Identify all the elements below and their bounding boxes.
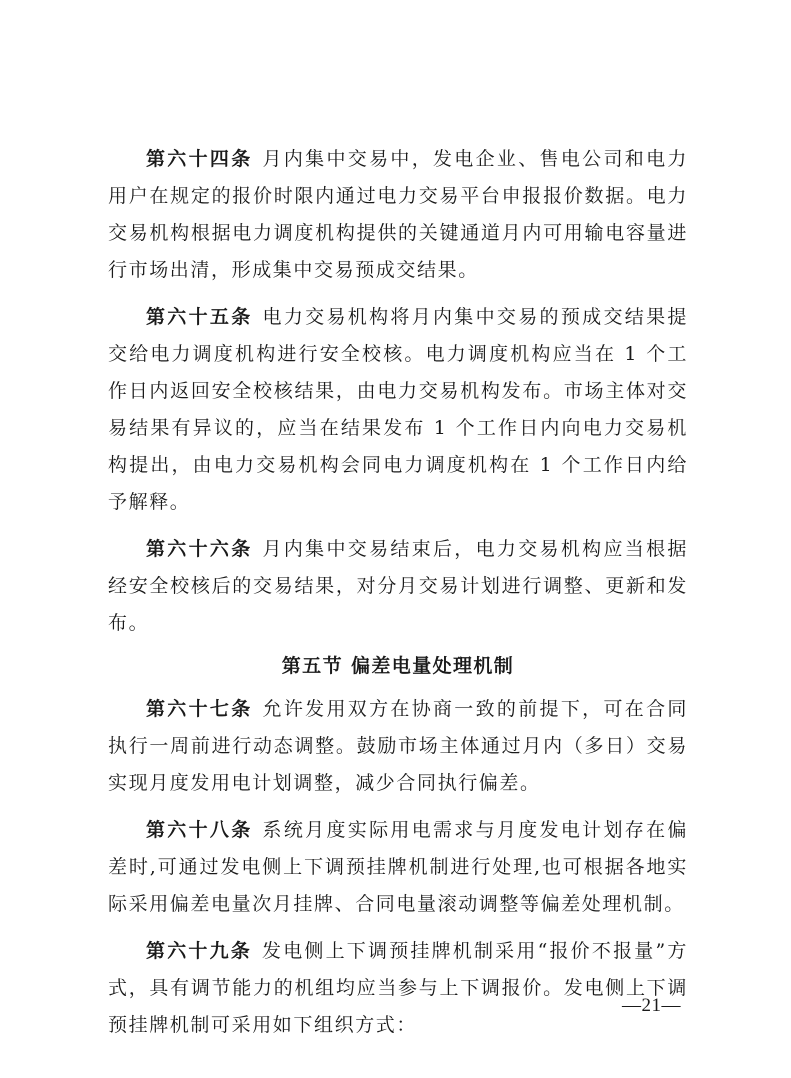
article-text: 电力交易机构将月内集中交易的预成交结果提交给电力调度机构进行安全校核。电力调度机构应当在 1 个工作日内返回安全校核结果，由电力交易机构发布。市场主体对交易结果有异议的，应当在结果发布 1 个工作日内向电力交易机构提出，由电力交易机构会同电力调度机构在 1 个工作日内给予解释。 bbox=[108, 306, 688, 513]
article-number: 第六十八条 bbox=[146, 819, 253, 841]
article-number: 第六十九条 bbox=[146, 940, 252, 962]
article-text: 月内集中交易结束后，电力交易机构应当根据经安全校核后的交易结果，对分月交易计划进行调整、更新和发布。 bbox=[108, 538, 688, 634]
article-text: 系统月度实际用电需求与月度发电计划存在偏差时,可通过发电侧上下调预挂牌机制进行处理,也可根据各地实际采用偏差电量次月挂牌、合同电量滚动调整等偏差处理机制。 bbox=[108, 819, 688, 915]
article-number: 第六十七条 bbox=[146, 698, 253, 720]
article-number: 第六十六条 bbox=[146, 538, 253, 560]
article-67 bbox=[108, 691, 688, 802]
article-65 bbox=[108, 299, 688, 521]
page-number: —21— bbox=[622, 995, 681, 1016]
article-64 bbox=[108, 141, 688, 289]
article-69 bbox=[108, 933, 688, 1044]
article-number: 第六十四条 bbox=[146, 148, 253, 170]
section-title: 第五节 偏差电量处理机制 bbox=[281, 655, 515, 677]
article-text: 发电侧上下调预挂牌机制采用“报价不报量”方式，具有调节能力的机组均应当参与上下调报价。发电侧上下调预挂牌机制可采用如下组织方式： bbox=[108, 940, 688, 1036]
article-number: 第六十五条 bbox=[146, 306, 253, 328]
article-68 bbox=[108, 812, 688, 923]
document-page bbox=[108, 141, 688, 1054]
article-66 bbox=[108, 531, 688, 642]
article-text: 允许发用双方在协商一致的前提下，可在合同执行一周前进行动态调整。鼓励市场主体通过月内（多日）交易实现月度发用电计划调整，减少合同执行偏差。 bbox=[108, 698, 688, 794]
article-text: 月内集中交易中，发电企业、售电公司和电力用户在规定的报价时限内通过电力交易平台申报报价数据。电力交易机构根据电力调度机构提供的关键通道月内可用输电容量进行市场出清，形成集中交易预成交结果。 bbox=[108, 148, 688, 281]
